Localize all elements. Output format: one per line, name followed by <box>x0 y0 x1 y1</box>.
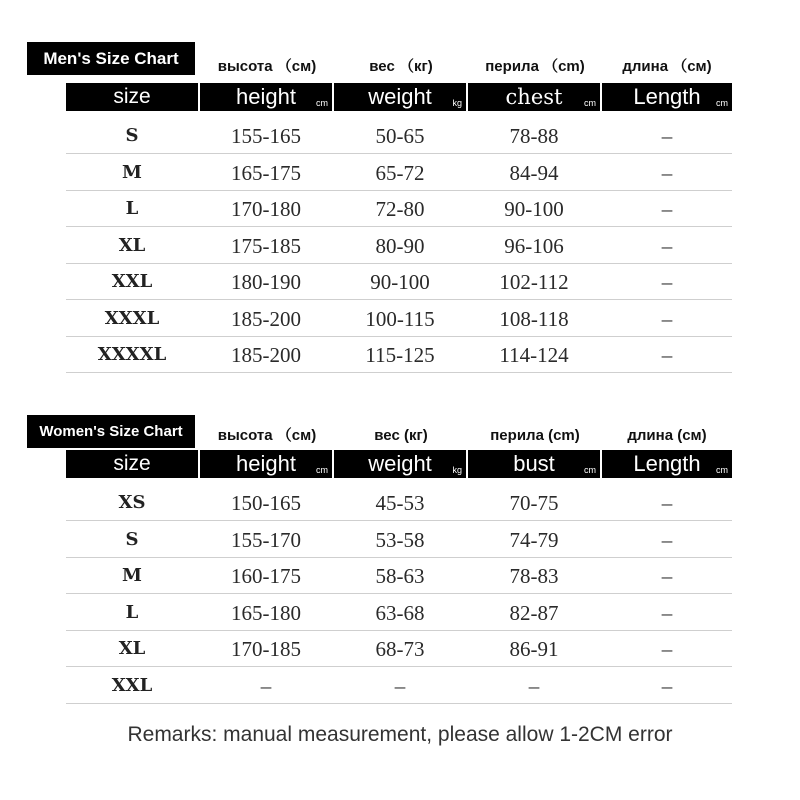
table-row <box>66 630 732 667</box>
value-cell: – <box>661 637 673 661</box>
value-cell: 50-65 <box>375 124 425 148</box>
table-row <box>66 521 732 558</box>
value-cell: 90-100 <box>370 270 430 294</box>
value-cell: – <box>394 673 406 698</box>
size-cell: L <box>125 198 139 219</box>
value-cell: – <box>528 673 540 698</box>
value-cell: 114-124 <box>499 343 569 367</box>
size-cell: XXL <box>111 271 153 292</box>
header-height: height cm <box>200 83 332 111</box>
value-cell: 155-165 <box>231 124 301 148</box>
mens-header-row <box>66 83 732 111</box>
value-cell: – <box>661 270 673 294</box>
size-cell: S <box>125 125 139 146</box>
header-length: Length cm <box>602 83 732 111</box>
value-cell: 175-185 <box>231 233 301 258</box>
value-cell: 84-94 <box>509 160 559 185</box>
value-cell: 78-88 <box>509 124 559 148</box>
value-cell: – <box>661 600 673 625</box>
header-chest: chest cm <box>468 83 600 111</box>
value-cell: 53-58 <box>375 527 425 552</box>
value-cell: 160-175 <box>231 564 301 588</box>
table-row <box>66 667 732 704</box>
size-cell: XXL <box>111 674 153 696</box>
value-cell: 185-200 <box>231 343 301 367</box>
header-bust: bust cm <box>468 450 600 478</box>
value-cell: 170-185 <box>231 637 301 661</box>
ru-label-height: высота （см) <box>217 427 317 444</box>
header-size: size <box>66 83 198 111</box>
size-cell: M <box>122 161 142 183</box>
value-cell: 90-100 <box>504 197 564 221</box>
table-row <box>66 300 732 337</box>
value-cell: 80-90 <box>375 233 425 258</box>
size-cell: XL <box>118 234 146 256</box>
value-cell: 72-80 <box>375 197 425 221</box>
value-cell: 115-125 <box>365 343 435 367</box>
value-cell: 78-83 <box>509 564 559 588</box>
size-cell: XXXXL <box>97 344 167 365</box>
value-cell: 86-91 <box>509 637 559 661</box>
table-row <box>66 117 732 154</box>
ru-label-bust: перила (cm) <box>490 427 580 444</box>
value-cell: 180-190 <box>231 270 301 294</box>
header-weight: weight kg <box>334 83 466 111</box>
value-cell: 100-115 <box>365 306 435 331</box>
value-cell: – <box>661 197 673 221</box>
ru-label-weight: вес （кг) <box>369 58 433 75</box>
value-cell: 82-87 <box>509 600 559 625</box>
value-cell: 96-106 <box>504 233 564 258</box>
value-cell: – <box>661 306 673 331</box>
value-cell: – <box>661 160 673 185</box>
ru-label-weight: вес (кг) <box>374 427 428 444</box>
womens-chart-title: Women's Size Chart <box>27 415 195 448</box>
size-cell: M <box>122 565 142 586</box>
table-row <box>66 594 732 631</box>
value-cell: 165-180 <box>231 600 301 625</box>
header-size: size <box>66 450 198 478</box>
table-row <box>66 557 732 594</box>
mens-russian-labels <box>0 55 800 79</box>
value-cell: 108-118 <box>499 306 569 331</box>
value-cell: – <box>661 564 673 588</box>
womens-russian-labels <box>0 424 800 448</box>
value-cell: 74-79 <box>509 527 559 552</box>
value-cell: 102-112 <box>499 270 569 294</box>
size-cell: S <box>125 528 139 550</box>
table-row <box>66 336 732 373</box>
ru-label-length: длина (см) <box>627 427 707 444</box>
table-row <box>66 227 732 264</box>
remarks-note: Remarks: manual measurement, please allow 1-2CM error <box>127 723 673 746</box>
table-row <box>66 484 732 521</box>
womens-header-row <box>66 450 732 478</box>
table-row <box>66 154 732 191</box>
mens-chart-title: Men's Size Chart <box>27 42 195 75</box>
header-height: height cm <box>200 450 332 478</box>
value-cell: 63-68 <box>375 600 425 625</box>
size-cell: XS <box>118 492 146 513</box>
ru-label-height: высота （см) <box>217 58 317 75</box>
value-cell: – <box>260 673 272 698</box>
value-cell: 65-72 <box>375 160 425 185</box>
size-cell: XXXL <box>104 307 160 329</box>
value-cell: – <box>661 491 673 515</box>
ru-label-chest: перила （cm) <box>485 58 585 75</box>
table-row <box>66 190 732 227</box>
size-cell: L <box>125 601 139 623</box>
value-cell: – <box>661 233 673 258</box>
value-cell: 70-75 <box>509 491 559 515</box>
size-cell: XL <box>118 638 146 659</box>
value-cell: 155-170 <box>231 527 301 552</box>
value-cell: 68-73 <box>375 637 425 661</box>
header-length: Length cm <box>602 450 732 478</box>
value-cell: – <box>661 124 673 148</box>
value-cell: 185-200 <box>231 306 301 331</box>
value-cell: – <box>661 673 673 698</box>
value-cell: 58-63 <box>375 564 425 588</box>
value-cell: 45-53 <box>375 491 425 515</box>
value-cell: 150-165 <box>231 491 301 515</box>
header-weight: weight kg <box>334 450 466 478</box>
table-row <box>66 263 732 300</box>
value-cell: 165-175 <box>231 160 301 185</box>
ru-label-length: длина （см) <box>622 58 712 75</box>
value-cell: 170-180 <box>231 197 301 221</box>
value-cell: – <box>661 343 673 367</box>
value-cell: – <box>661 527 673 552</box>
